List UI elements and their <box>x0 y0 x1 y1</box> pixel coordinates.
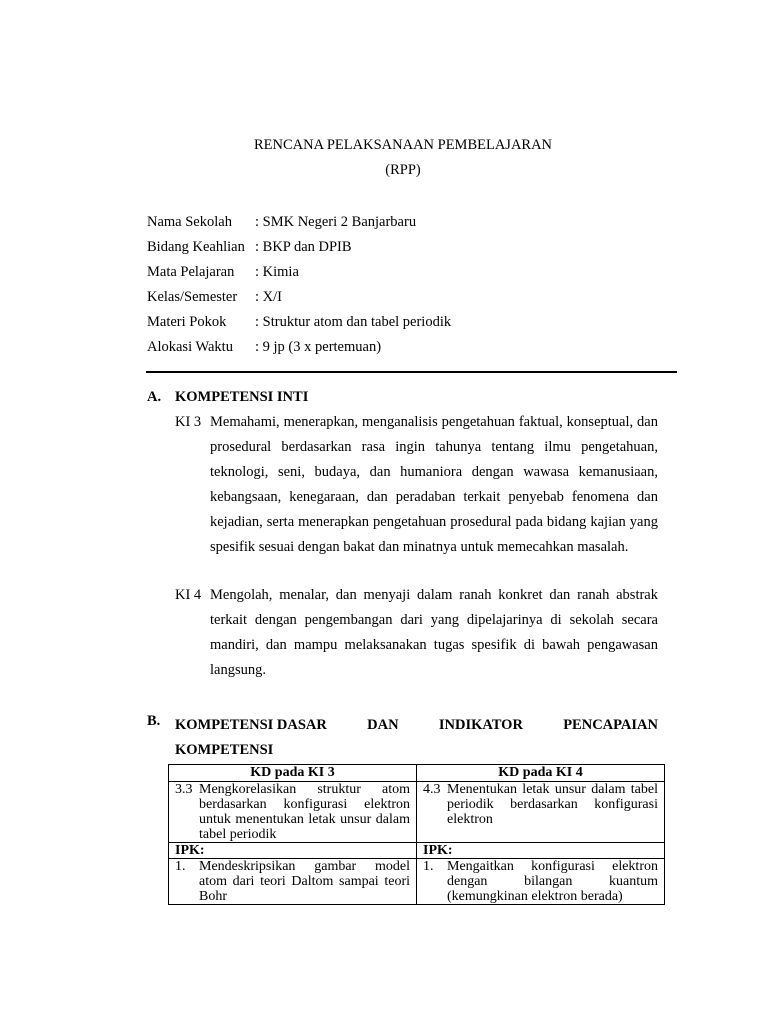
meta-label: Bidang Keahlian <box>147 239 245 255</box>
ipk-number: 1. <box>175 859 186 874</box>
section-b-letter: B. <box>147 713 161 729</box>
section-a-title: KOMPETENSI INTI <box>175 389 309 405</box>
table-cell <box>417 859 665 905</box>
ipk-label: IPK: <box>169 843 417 859</box>
table-cell <box>169 859 417 905</box>
kd-number: 3.3 <box>175 782 193 797</box>
meta-label: Kelas/Semester <box>147 289 238 305</box>
section-b-title-line1 <box>175 713 658 738</box>
meta-label: Nama Sekolah <box>147 214 232 230</box>
table-row <box>169 859 665 905</box>
meta-row <box>147 263 451 288</box>
ipk-label: IPK: <box>417 843 665 859</box>
kd-number: 4.3 <box>423 782 441 797</box>
meta-value: : Kimia <box>255 264 299 280</box>
meta-value: : SMK Negeri 2 Banjarbaru <box>255 214 417 230</box>
table-header-cell: KD pada KI 3 <box>169 765 417 782</box>
meta-row <box>147 313 451 338</box>
identity-block <box>147 213 451 363</box>
meta-row <box>147 288 451 313</box>
table-cell <box>169 782 417 843</box>
section-a-letter: A. <box>147 389 162 405</box>
section-b-title-word: DAN <box>367 717 399 733</box>
table-row <box>169 782 665 843</box>
header-divider <box>146 371 677 373</box>
kd-text: Menentukan letak unsur dalam tabel periodik berdasarkan konfigurasi elektron <box>447 782 658 827</box>
meta-row <box>147 338 451 363</box>
table-header-cell: KD pada KI 4 <box>417 765 665 782</box>
table-cell <box>417 782 665 843</box>
section-b-title <box>175 713 658 763</box>
meta-value: : BKP dan DPIB <box>255 239 352 255</box>
section-b-title-word: PENCAPAIAN <box>563 717 658 733</box>
meta-label: Materi Pokok <box>147 314 227 330</box>
ki4-text: Mengolah, menalar, dan menyaji dalam ranah konkret dan ranah abstrak terkait dengan pengembangan dari yang dipelajarinya di sekolah secara mandiri, dan mampu melaksanakan tugas spesifik di bawah pengawasan langsung. <box>210 587 658 678</box>
ipk-header-row <box>169 843 665 859</box>
meta-label: Mata Pelajaran <box>147 264 235 280</box>
section-b-title-word: KOMPETENSI DASAR <box>175 717 327 733</box>
meta-row <box>147 238 451 263</box>
meta-value: : Struktur atom dan tabel periodik <box>255 314 452 330</box>
ipk-number: 1. <box>423 859 434 874</box>
ki4-label: KI 4 <box>175 587 202 603</box>
table-header-row <box>169 765 665 782</box>
meta-row <box>147 213 451 238</box>
ipk-text: Mendeskripsikan gambar model atom dari teori Daltom sampai teori Bohr <box>199 859 410 904</box>
kd-text: Mengkorelasikan struktur atom berdasarkan konfigurasi elektron untuk menentukan letak unsur dalam tabel periodik <box>199 782 410 842</box>
kd-table <box>168 764 665 905</box>
meta-value: : X/I <box>255 289 282 305</box>
section-b-title-line2: KOMPETENSI <box>175 742 274 758</box>
meta-value: : 9 jp (3 x pertemuan) <box>255 339 382 355</box>
ipk-text: Mengaitkan konfigurasi elektron dengan bilangan kuantum (kemungkinan elektron berada) <box>447 859 658 904</box>
section-b-title-word: INDIKATOR <box>438 717 523 733</box>
ki3-label: KI 3 <box>175 414 202 430</box>
ki3-text: Memahami, menerapkan, menganalisis pengetahuan faktual, konseptual, dan prosedural berdasarkan rasa ingin tahunya tentang ilmu pengetahuan, teknologi, seni, budaya, dan humaniora dengan wawasa kemanusiaan, kebangsaan, kenegaraan, dan peradaban terkait penyebab fenomena dan kejadian, serta menerapkan pengetahuan prosedural pada bidang kajian yang spesifik sesuai dengan bakat dan minatnya untuk memecahkan masalah. <box>210 414 658 555</box>
meta-label: Alokasi Waktu <box>147 339 233 355</box>
document-title: RENCANA PELAKSANAAN PEMBELAJARAN <box>253 137 553 153</box>
document-subtitle: (RPP) <box>385 162 421 178</box>
